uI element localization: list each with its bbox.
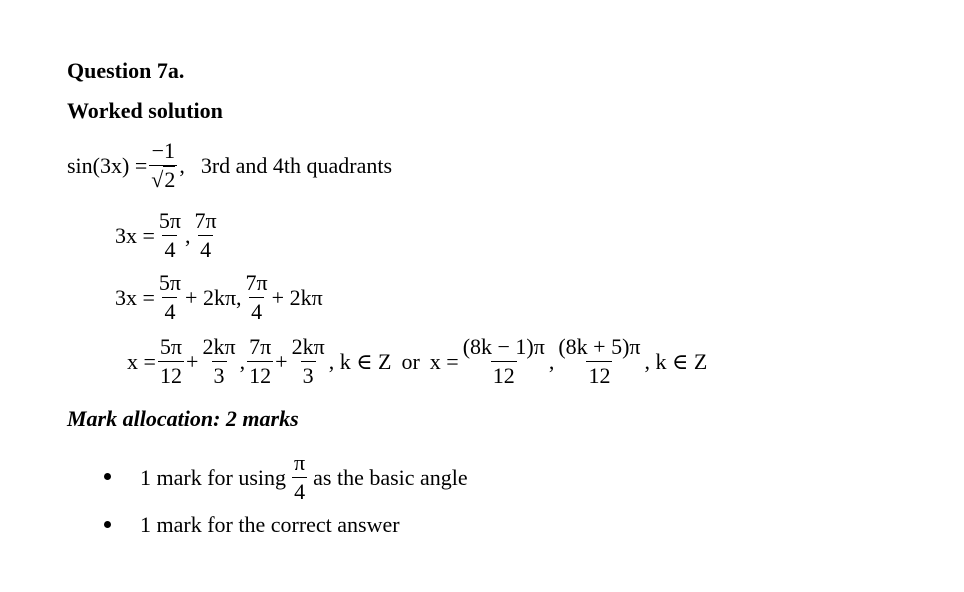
bullet-item: 1 mark for the correct answer [104,512,704,542]
fraction: $\frac{5\pi}{4}$ [158,270,182,324]
fraction: $\frac{-1}{√2}$ [151,138,176,192]
fraction: $\frac{7\pi}{4}$ [194,208,217,262]
fraction: $\frac{(8k - 1)\pi}{12}$ [462,334,545,388]
fraction: $\frac{(8k + 5)\pi}{12}$ [558,334,641,388]
fraction: $\frac{5\pi}{4}$ [158,208,182,262]
fraction: $\frac{5\pi}{12}$ [159,334,183,388]
equation-lhs: sin(3x) = [67,152,148,178]
equation-line-1: sin(3x) = $\frac{-1}{√2}$ , 3rd and 4th quadrants [67,138,393,192]
question-title: Question 7a. [67,58,185,83]
fraction: $\frac{2k\pi}{3}$ [202,334,236,388]
equation-line-4: x = $\frac{5\pi}{12}$ + $\frac{2k\pi}{3}$ , $\frac{7\pi}{12}$ + $\frac{2k\pi}{3}$ , k ∈ Z or x = $\frac{(8k - 1)\pi}{12}$ , $\frac{(8k + 5)\pi}{12}$ , k ∈ Z [127,334,708,388]
quadrant-note: 3rd and 4th quadrants [200,152,393,178]
fraction: $\frac{7\pi}{12}$ [249,334,272,388]
bullet-item: 1 mark for using $\frac{\pi}{4}$ as the basic angle [104,452,704,502]
equation-line-2: 3x = $\frac{5\pi}{4}$ , $\frac{7\pi}{4}$ [115,208,217,262]
section-title: Worked solution [67,98,223,123]
fraction: $\frac{7\pi}{4}$ [245,270,268,324]
mark-allocation-heading: Mark allocation: 2 marks [67,406,299,431]
fraction: $\frac{\pi}{4}$ [294,450,306,504]
fraction: $\frac{2k\pi}{3}$ [291,334,325,388]
bullet-dot [104,521,111,528]
equation-line-3: 3x = $\frac{5\pi}{4}$ + 2kπ, $\frac{7\pi}{4}$ + 2kπ [115,270,323,324]
bullet-dot [104,473,111,480]
